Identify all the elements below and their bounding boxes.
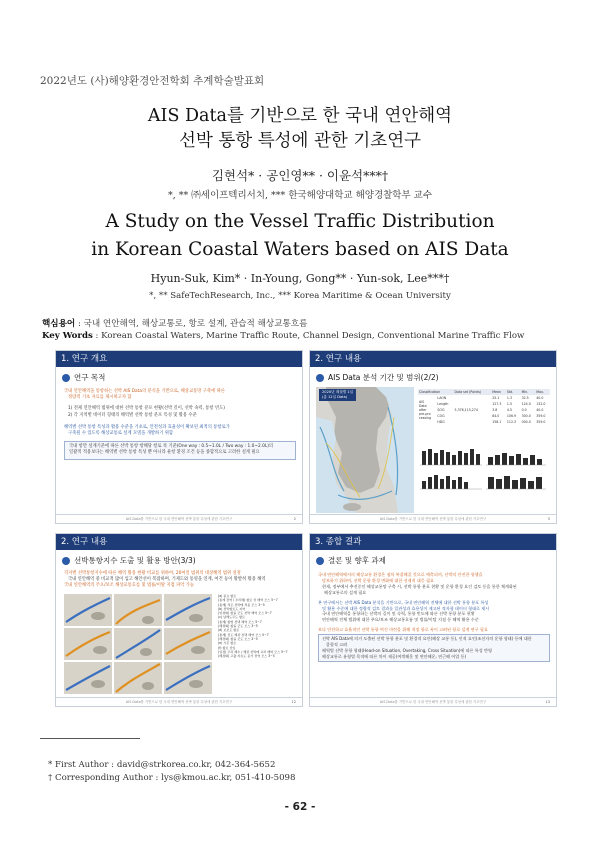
- slide-line: 국내 연안해역의 주요/보조 해상교통흐름 및 법률/이탈 지점 파악 가능: [64, 583, 195, 589]
- table-cell: 158.1: [492, 420, 502, 424]
- slide-line: 보다 안전하고 효율적인 선박 통항 여건 마련을 위해 적정 항로 폭이 고려된 항로 설계 연구 필요: [318, 627, 488, 633]
- map-label: [319, 389, 356, 401]
- table-cell: 32.5: [521, 396, 529, 400]
- slide-line: 해역별 선박 통항 특성과 활용 수준을 기초로, 안전성과 효율성이 확보된 최적의 통항로가: [64, 424, 230, 430]
- slide-footer: AIS Data를 기반으로 한 국내 연안해역 선박 통항 특성에 관한 기초연구: [56, 514, 302, 523]
- legend-line: (해정화) 항을 군도 모스 3~5: [218, 636, 258, 641]
- table-row: [418, 419, 550, 425]
- slide-header-bar: 1. 연구 개요: [56, 351, 302, 367]
- table-group-cell: [418, 395, 436, 425]
- table-group-line: pre-pro: [419, 412, 431, 416]
- ais-data-table: [418, 389, 550, 425]
- korea-ais-map: [316, 387, 414, 513]
- slide-line: 국내 항만 설계기준에 따른 선박 통항 항해당 항로 폭 기준(One way : 0.5~1.0L / Two way : 1.0~2.0L)의: [69, 444, 274, 450]
- slide-line: 본 연구에서는 선박 AIS Data 분석을 기반으로, 국내 연안해역 전체에 대한 선박 통항 분포 특성: [318, 599, 489, 605]
- bullet-circle-icon: [62, 557, 70, 565]
- korean-authors: 김현석* · 공인영** · 이윤석***†: [211, 168, 389, 183]
- table-cell: 25.1: [492, 396, 500, 400]
- table-cell: 40.0: [536, 396, 544, 400]
- slide-line: 국내 연안해역 중 비교적 많이 입고 해안선이 복잡하며, 거제도와 통영을 연계, 여건 등이 활발히 활용 해역: [68, 577, 266, 583]
- slide-footer: AIS Data를 기반으로 한 국내 연안해역 선박 통항 특성에 관한 기초연구: [310, 697, 556, 706]
- keywords-english-label: Key Words: [42, 331, 93, 341]
- keywords-korean-text: : 국내 연안해역, 해상교통로, 항로 설계, 관습적 해상교통흐름: [75, 319, 308, 329]
- korean-title-line-2: 선박 통항 특성에 관한 기초연구: [178, 131, 421, 151]
- map-label-line: (총 12일 Data): [322, 395, 348, 399]
- legend-line: (d) 보조도 항로: [218, 628, 240, 633]
- keywords-korean-label: 핵심용어: [42, 319, 76, 329]
- slide-research-overview: [55, 350, 303, 524]
- english-title-line-2: in Korean Coastal Waters based on AIS Data: [91, 239, 509, 260]
- slide-page-number: 5: [547, 517, 550, 521]
- korean-title-line-1: AIS Data를 기반으로 한 국내 연안해역: [147, 106, 453, 126]
- slide-page-number: 13: [545, 700, 550, 704]
- slide-section-label: 연구 목적: [74, 373, 106, 382]
- slide-footer: AIS Data를 기반으로 한 국내 연안해역 선박 통항 특성에 관한 기초연구: [310, 514, 556, 523]
- table-cell: 4.5: [506, 408, 512, 412]
- table-cell: 359.0: [536, 420, 546, 424]
- slide-line: 정량적 기초 자료를 제시하고자 함: [68, 395, 132, 401]
- legend-line: (e) 기존 항로: [218, 641, 237, 646]
- slide-line: 격자별 선박통항지수에 따른 해역 활용 현황 비교를 위하여, 20여일 범위의 대상해역 범위 설정: [64, 571, 241, 576]
- footnote-first-author: * First Author : david@strkorea.co.kr, 042-364-5652: [48, 760, 276, 770]
- slide-traffic-index: [55, 533, 303, 707]
- table-cell: 40.0: [536, 408, 544, 412]
- ais-histograms: [418, 447, 550, 513]
- table-cell: HDG: [437, 420, 445, 424]
- slide-line: 연안해역 전체 범위에 대한 주요/보조 해상교통흐름 및 법률/이탈 지점 등 해역 활용 수준: [322, 617, 479, 623]
- slide-page-number: 2: [293, 517, 296, 521]
- legend-line: (c) 남해도주도 항로: [218, 615, 246, 620]
- table-cell: 127.3: [492, 402, 502, 406]
- table-cell: 84.0: [492, 414, 500, 418]
- map-legend: [218, 594, 298, 658]
- legend-line: (통계 전역 / 우리해) 항로 상 해역 모스 5~7: [218, 598, 278, 603]
- slide-section-title: [316, 555, 386, 566]
- slide-footer: AIS Data를 기반으로 한 국내 연안해역 선박 통항 특성에 관한 기초연구: [56, 697, 302, 706]
- slide-line: 해역별 선박 통항 형태(Head-on Situation, Overtaking, Cross Situation)에 따른 특성 반영: [322, 647, 492, 653]
- conference-header: 2022년도 (사)해양환경안전학회 추계학술발표회: [40, 75, 265, 87]
- map-label-line: 2020년 계절별 1일: [322, 390, 354, 394]
- table-cell: COG: [437, 414, 445, 418]
- table-cell: SOG: [437, 408, 445, 412]
- table-header: Std.: [506, 390, 514, 394]
- slide-header-bar: 2. 연구 내용: [56, 534, 302, 550]
- table-group-line: cessing: [419, 416, 431, 420]
- english-affiliation: *, ** SafeTechResearch, Inc., *** Korea Maritime & Ocean University: [149, 291, 451, 301]
- table-header: Data set (Points): [454, 390, 482, 394]
- slide-line: 담보하기 위하여, 선박 운항 환경 변화에 대한 선제적 대응 필요: [322, 577, 434, 583]
- legend-line: (f) 항로 진입: [218, 645, 236, 650]
- slide-line: 구축될 수 있도록 해상교통로 설계 모델을 개발하기 위함: [68, 431, 174, 437]
- table-header: Min.: [521, 390, 529, 394]
- slide-line: 해상교통로 유형별 목적에 따른 차이 제공(여객해운 및 연안해운, 연근해 어업 등): [322, 653, 467, 659]
- legend-line: (a) 중요 항로: [218, 594, 237, 598]
- slide-section-label: 결론 및 향후 과제: [328, 556, 386, 565]
- table-cell: 124.0: [521, 402, 531, 406]
- korean-affiliation: *, ** ㈜세이프텍리서치, *** 한국해양대학교 해양경찰학부 교수: [167, 190, 433, 201]
- english-title-line-1: A Study on the Vessel Traffic Distribution: [105, 211, 495, 232]
- table-group-line: Data: [419, 404, 427, 408]
- table-cell: LAON: [437, 396, 447, 400]
- table-cell: 000.0: [521, 420, 531, 424]
- table-cell: 300.0: [521, 414, 531, 418]
- note-panel: [318, 634, 550, 662]
- table-cell: 132.0: [536, 402, 546, 406]
- legend-line: (b) 선박항로도 지역: [218, 606, 246, 611]
- slide-line: 국내 연안해역을 통항하는 선박의 길이 및 속력, 통항 빈도에 따른 선박 통항 분포 현황: [322, 611, 475, 617]
- table-cell: [454, 419, 492, 425]
- slide-line: 1) 전체 연안해역 범위에 대한 선박 통항 분포 현황(선박 길이, 선박 속력, 통항 빈도): [68, 406, 225, 412]
- table-cell: 112.3: [506, 420, 517, 424]
- table-cell: 3.8: [492, 408, 498, 412]
- table-cell: 106.9: [506, 414, 517, 418]
- bullet-circle-icon: [62, 374, 70, 382]
- note-panel: [64, 441, 296, 459]
- slide-header-bar: 3. 종합 결과: [310, 534, 556, 550]
- slide-line: 종합적 고려: [326, 642, 348, 648]
- legend-line: (통계) 적은 선박에 적용 모스 3~5: [218, 602, 265, 607]
- slide-section-label: 선박통항지수 도출 및 활용 방안(3/3): [74, 556, 196, 565]
- table-cell: 5,376,115,274: [454, 408, 478, 412]
- slide-line: 국내 연안해역을 통항하는 선박 AIS Data의 분석을 기반으로, 해상교통망 구축에 따른: [64, 389, 225, 394]
- table-cell: 1.5: [506, 402, 512, 406]
- slide-section-title: [62, 372, 105, 383]
- slide-line: 일괄적 적용보다는 해역별 선박 통항 특성 뿐 아니라 운항 환경 조건 등을 종합적으로 고려한 설계 필요: [69, 450, 260, 456]
- table-header: Mean: [492, 390, 501, 394]
- legend-line: (해정화) 항을 군도 모스 3~5: [218, 624, 258, 629]
- table-cell: Length: [437, 402, 449, 406]
- keywords-korean: [42, 317, 307, 329]
- legend-line: (해정화) 고출 자유도 증가 전역 모스 3~5: [218, 654, 275, 659]
- legend-line: (일정) 주차 해수 / 해관 선박에 교차 해역 모스 5~7: [218, 649, 288, 654]
- slide-conclusion: [309, 533, 557, 707]
- slide-line: 해상교통로의 설계 필요: [324, 589, 367, 595]
- slide-body: [318, 572, 550, 662]
- slide-line: 국내 연안해역에서의 해상교통 환경은 점차 복잡해질 것으로 예측되며, 선박의 안전한 항행을: [318, 572, 483, 577]
- legend-line: (통계) 전도 해관 선택 해역 모스 5~7: [218, 632, 269, 637]
- slide-ais-data-range: [309, 350, 557, 524]
- table-cell: 1.3: [506, 396, 512, 400]
- slide-body: [64, 389, 296, 460]
- slide-header-bar: 2. 연구 내용: [310, 351, 556, 367]
- slide-line: 및 활용 수준에 대한 정량적 검토 결과를 일관성과 효용성이 제고된 격자형 데이터 형태로 제시: [322, 605, 490, 611]
- table-header: Classification: [419, 390, 441, 394]
- slide-page-number: 12: [291, 700, 296, 704]
- slide-line: 2) 각 지역별 데이터 형태의 해역별 선박 통항 분포 특성 및 활용 수준: [68, 412, 197, 418]
- keywords-english-text: : Korean Coastal Waters, Marine Traffic Route, Channel Design, Conventional Marine Traffic Flow: [92, 331, 525, 341]
- slide-body: [64, 571, 296, 590]
- traffic-index-maps: [64, 594, 214, 694]
- english-authors: Hyun-Suk, Kim* · In-Young, Gong** · Yun-sok, Lee***†: [150, 272, 450, 285]
- keywords-english: [42, 331, 524, 341]
- slide-line: 현재, 정부에서 추진중인 해상교통망 구축 시, 선박 통항 분포 현황 및 운항 환경 요건 검토 등을 통한 체계화된: [322, 583, 517, 589]
- table-cell: 359.0: [536, 414, 546, 418]
- table-group-line: after: [419, 408, 427, 412]
- table-group-line: AIS: [419, 400, 425, 404]
- legend-line: (일정화) 항을 군도 선박 해역 모스 5~7: [218, 611, 272, 616]
- slide-section-label: AIS Data 분석 기간 및 범위(2/2): [328, 373, 439, 382]
- footnote-divider: [40, 738, 140, 739]
- slide-section-title: [62, 555, 196, 566]
- footnote-corresponding-author: † Corresponding Author : lys@kmou.ac.kr, 051-410-5098: [48, 773, 296, 783]
- page-number: - 62 -: [284, 801, 316, 813]
- slide-section-title: [316, 372, 439, 383]
- bullet-circle-icon: [316, 557, 324, 565]
- slide-line: 선박 AIS Data에 의거 도출된 선박 통항 분포 및 환경적 요인(해상 교통 등), 인적 요인(조선자의 운항 형태) 등에 대한: [322, 636, 532, 642]
- table-cell: 0.0: [521, 408, 527, 412]
- legend-line: (통계) 항법 선택 해역 모스 5~7: [218, 619, 262, 624]
- table-header: Max.: [536, 390, 544, 394]
- bullet-circle-icon: [316, 374, 324, 382]
